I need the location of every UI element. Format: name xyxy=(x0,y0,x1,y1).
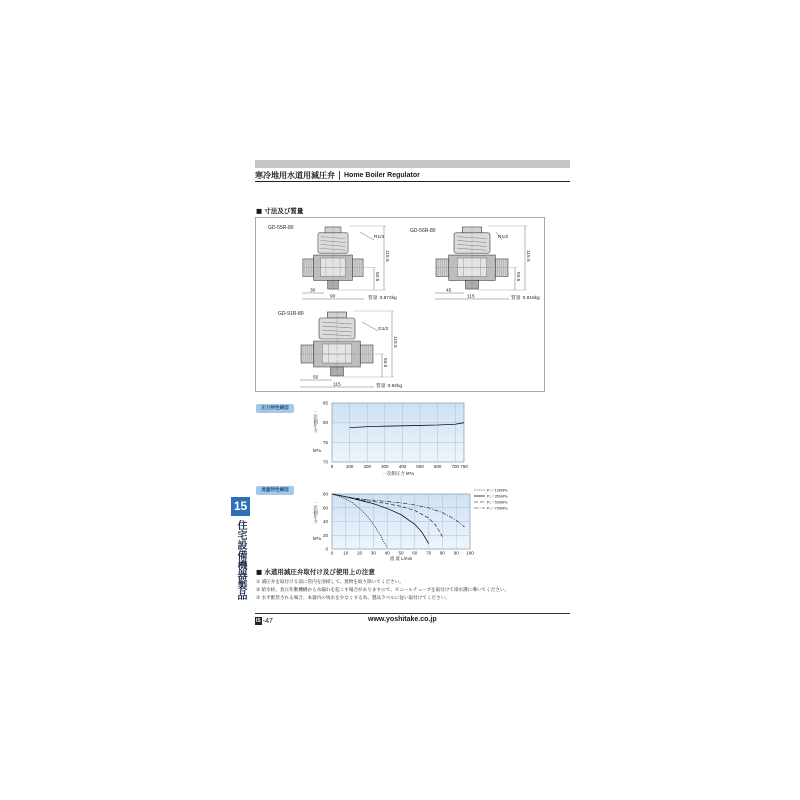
weight-label: 質量 xyxy=(511,296,521,301)
dimension-drawings xyxy=(255,217,545,392)
section-tab-number: 15 xyxy=(231,497,250,516)
legend-label: P₁＝500kPa xyxy=(487,500,508,505)
header-title-en: Home Boiler Regulator xyxy=(344,171,420,179)
y-axis-unit: kPa xyxy=(313,448,321,453)
x-tick-label: 500 xyxy=(416,464,424,469)
x-tick-label: 80 xyxy=(439,550,445,556)
valve-drawing xyxy=(300,311,374,377)
model-label: GD-56R-80 xyxy=(410,228,436,234)
x-tick-label: 0 xyxy=(330,550,334,556)
end-length-dimension: 45 xyxy=(446,288,452,294)
x-tick-label: 50 xyxy=(398,550,404,556)
header-separator xyxy=(339,171,340,180)
page-number-value: -47 xyxy=(262,617,273,625)
weight-label: 質量 xyxy=(376,384,386,389)
note-item: ② 給水栓、負圧作動機構から水漏れを起こす場合がありますので、ビニールチューブを取付けて排水溝に導いてください。 xyxy=(256,588,510,593)
height-dimension: 115.5 xyxy=(384,250,389,262)
pressure-characteristic-chart xyxy=(300,396,485,478)
dimensions-heading: ■ 寸法及び質量 xyxy=(256,207,304,215)
x-tick-label: 60 xyxy=(412,550,418,556)
drawing-gd-55r-80 xyxy=(268,225,397,301)
x-tick-label: 10 xyxy=(343,550,349,556)
y-tick-label: 60 xyxy=(322,505,328,511)
valve-drawing xyxy=(302,226,364,290)
face-to-face-dimension: 115 xyxy=(467,294,475,300)
height-dimension: 115.5 xyxy=(392,336,397,348)
footer-url: www.yoshitake.co.jp xyxy=(368,616,437,623)
page-header xyxy=(255,169,570,182)
x-tick-label: 700 xyxy=(451,464,459,469)
note-item: ① 減圧弁を取付ける前に管内を清掃して、異物を取り除いてください。 xyxy=(256,580,404,585)
weight-value: 0.872kg xyxy=(379,296,397,301)
x-tick-label: 200 xyxy=(363,464,371,469)
x-tick-label: 100 xyxy=(466,550,474,556)
height-dimension: 115.5 xyxy=(525,250,530,262)
x-tick-label: 20 xyxy=(357,550,363,556)
drawing-gd-56r-80 xyxy=(410,226,540,301)
leader-line xyxy=(360,232,374,240)
connection-label: R1/2 xyxy=(374,235,385,240)
x-axis-label: 流 量 L/min xyxy=(389,556,413,561)
y-tick-label: 40 xyxy=(322,519,328,524)
center-height-dimension: 50.5 xyxy=(515,272,520,282)
model-label: GD-55R-80 xyxy=(268,225,294,231)
legend-label: P₁＝350kPa xyxy=(487,494,508,499)
notes-heading: ■ 水道用減圧弁取付け及び使用上の注意 xyxy=(256,568,375,576)
chart-marks xyxy=(323,401,468,470)
x-tick-label: 600 xyxy=(433,464,442,469)
y-axis-label: 二次側圧力 xyxy=(313,411,319,433)
end-length-dimension: 30 xyxy=(310,288,316,294)
x-tick-label: 400 xyxy=(398,464,407,469)
x-tick-label: 70 xyxy=(426,550,432,556)
weight-text xyxy=(511,294,540,301)
header-title-ja: 寒冷地用水道用減圧弁 xyxy=(255,170,335,180)
legend-label: P₁＝100kPa xyxy=(487,488,508,493)
y-tick-label: 70 xyxy=(322,459,328,465)
x-tick-label: 40 xyxy=(384,550,390,556)
chart-marks xyxy=(323,488,508,555)
note-item: ③ 水平配管される場合、本器内の残水を少なくする為、製品ラベルに従い取付けてください。 xyxy=(256,596,450,601)
notes-list xyxy=(256,579,556,603)
page-prefix-badge: IS xyxy=(256,618,261,624)
legend xyxy=(474,488,508,510)
section-tab-label: 住宅設備機器製品 xyxy=(235,520,246,600)
x-tick-label: 100 xyxy=(345,464,354,469)
top-gray-bar xyxy=(255,160,570,168)
y-axis-label: 二次側圧力 xyxy=(313,502,319,524)
center-height-dimension: 50.5 xyxy=(382,358,387,368)
x-tick-label: 300 xyxy=(381,464,389,469)
y-tick-label: 20 xyxy=(322,532,328,538)
y-tick-label: 80 xyxy=(322,420,328,426)
end-length-dimension: 50 xyxy=(313,375,319,381)
flow-characteristic-chart xyxy=(300,484,530,562)
model-label: GD-91R-80 xyxy=(278,311,304,317)
leader-line xyxy=(362,322,378,331)
y-tick-label: 80 xyxy=(322,491,328,497)
x-tick-label: 30 xyxy=(370,550,376,556)
weight-text xyxy=(376,382,402,389)
weight-value: 0.92kg xyxy=(387,384,403,389)
pressure-chart-badge: 圧力特性線図 xyxy=(256,404,294,413)
x-axis-label: 一次側圧力 kPa xyxy=(382,471,414,476)
x-tick-label: 90 xyxy=(453,550,459,556)
x-tick-label: 750 xyxy=(460,464,468,469)
weight-label: 質量 xyxy=(368,296,378,301)
face-to-face-dimension: 90 xyxy=(330,294,336,300)
y-tick-label: 85 xyxy=(322,400,328,406)
y-tick-label: 0 xyxy=(325,546,328,552)
drawing-gd-91r-80 xyxy=(278,311,402,389)
center-height-dimension: 50.5 xyxy=(374,272,379,282)
y-tick-label: 75 xyxy=(322,439,328,445)
face-to-face-dimension: 115 xyxy=(333,382,341,388)
legend-label: P₁＝700kPa xyxy=(487,506,508,511)
page-number xyxy=(255,617,273,625)
y-axis-unit: kPa xyxy=(313,536,321,541)
footer-rule xyxy=(255,613,570,614)
connection-label: R1/2 xyxy=(498,235,509,240)
weight-text xyxy=(368,294,397,301)
weight-value: 0.916kg xyxy=(522,296,540,301)
x-tick-label: 0 xyxy=(330,464,334,469)
connection-label: G1/2 xyxy=(378,327,389,332)
flow-chart-badge: 流量特性線図 xyxy=(256,486,294,495)
plot-area xyxy=(332,403,464,462)
